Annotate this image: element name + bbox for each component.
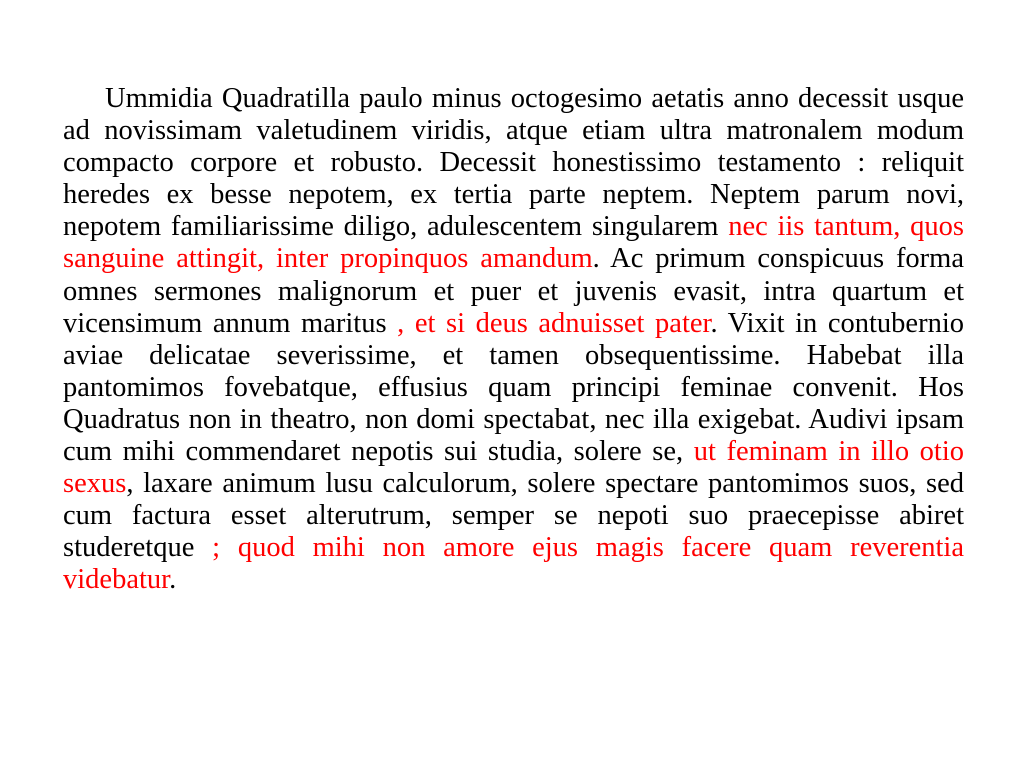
text-segment: . Ac primum conspicuus forma omnes sermones malignorum et puer et juvenis evasit, intra quartum et vicensimum annum maritus <box>63 243 964 339</box>
highlighted-text-segment: ut feminam in illo otio sexus <box>63 436 964 500</box>
text-segment: . Vixit in contubernio aviae delicatae severissime, et tamen obsequentissime. Habebat illa pantomimos fovebatque, effusius quam principi feminae convenit. Hos Quadratus non in theatro, non domi spectabat, nec illa exigebat. Audivi ipsam cum mihi commendaret nepotis sui studia, solere se, <box>63 307 964 468</box>
text-segment: Ummidia Quadratilla paulo minus octogesimo aetatis anno decessit usque ad novissimam valetudinem viridis, atque etiam ultra matronalem modum compacto corpore et robusto. Decessit honestissimo testamento : reliquit heredes ex besse nepotem, ex tertia parte neptem. Neptem parum novi, nepotem familiarissime diligo, adulescentem singularem <box>63 83 964 243</box>
highlighted-text-segment: ; quod mihi non amore ejus magis facere quam reverentia videbatur <box>63 532 964 596</box>
highlighted-text-segment: nec iis tantum, quos sanguine attingit, inter propinquos amandum <box>63 211 964 275</box>
text-segment: . <box>169 564 177 596</box>
text-segment: , laxare animum lusu calculorum, solere spectare pantomimos suos, sed cum factura esset alterutrum, semper se nepoti suo praecepisse abiret studeretque <box>63 468 964 564</box>
highlighted-text-segment: , et si deus adnuisset pater <box>397 307 711 339</box>
latin-paragraph <box>63 83 964 597</box>
